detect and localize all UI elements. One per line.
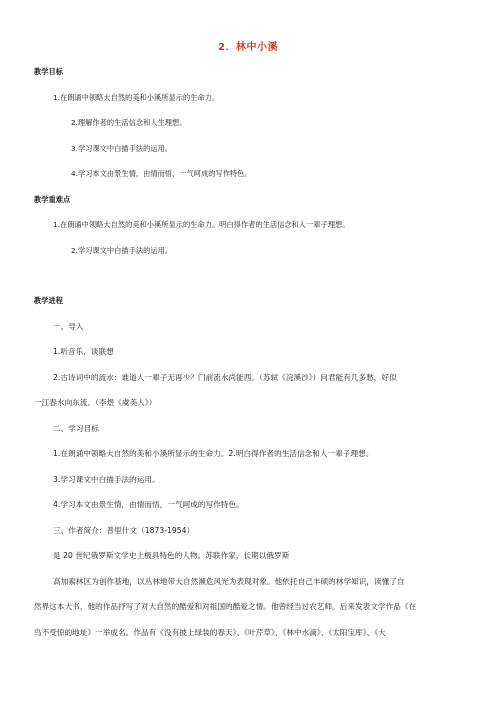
goal-item: 3.学习课文中白描手法的运用。 [71, 144, 173, 153]
page-title: 2．林中小溪 [218, 42, 278, 53]
author-text: 高加索林区为创作基地，以丛林地带大自然濒危风光为表现对象。他依托自己丰硕的林学知识，读懂了自 [53, 577, 405, 586]
author-text: 然界这本大书，他的作品抒写了对大自然的酷爱和对祖国的酷爱之情。他曾经当过农艺师。后来发表文学作品《在 [34, 602, 417, 611]
author-text: 鸟不受惊的地址》一举成名。作品有《没有披上绿装的春天》、《叶芹草》、《林中水滴》、《太阳宝库》、《大 [34, 628, 386, 637]
goal-item: 4.学习本文由景生情，由情而悟，一气呵成的写作特色。 [71, 169, 252, 178]
goal-item: 1.在朗诵中领略大自然的美和小溪所显示的生命力。 [53, 93, 220, 102]
intro-item-continued: 一江春水向东流。（李煜《虞美人》） [34, 398, 157, 407]
section-heading-intro: 一、导入 [53, 322, 84, 331]
key-point-item: 1.在朗诵中领略大自然的美和小溪所显示的生命力。明白得作者的生活信念和人一辈子理想。 [53, 220, 350, 229]
key-points-heading: 教学重难点 [34, 195, 71, 204]
intro-item: 1.听音乐，谈联想 [53, 347, 114, 356]
goals2-item: 4.学习本文由景生情，由情而悟，一气呵成的写作特色。 [53, 500, 244, 509]
goals2-item: 3.学习课文中白描手法的运用。 [53, 475, 160, 484]
section-heading-author: 三、作者简介：普里什文（1873-1954） [53, 526, 195, 535]
section-heading-goals: 二、学习目标 [53, 424, 99, 433]
goals-heading: 教学目标 [34, 67, 63, 76]
process-heading: 教学进程 [34, 296, 63, 305]
author-text: 是 20 世纪俄罗斯文学史上极具特色的人物。苏联作家，长期以俄罗斯 [53, 551, 290, 560]
goals2-item: 1.在朗诵中领略大自然的美和小溪所显示的生命力。2.明白得作者的生活信念和人一辈子理想。 [53, 449, 374, 458]
intro-item: 2.古诗词中的流水：谁道人一辈子无再少？门前流水尚能西。（苏轼《浣溪沙》）问君能有几多愁，好似 [53, 373, 397, 382]
goal-item: 2.理解作者的生活信念和人生理想。 [71, 118, 187, 127]
key-point-item: 2.学习课文中白描手法的运用。 [71, 246, 173, 255]
